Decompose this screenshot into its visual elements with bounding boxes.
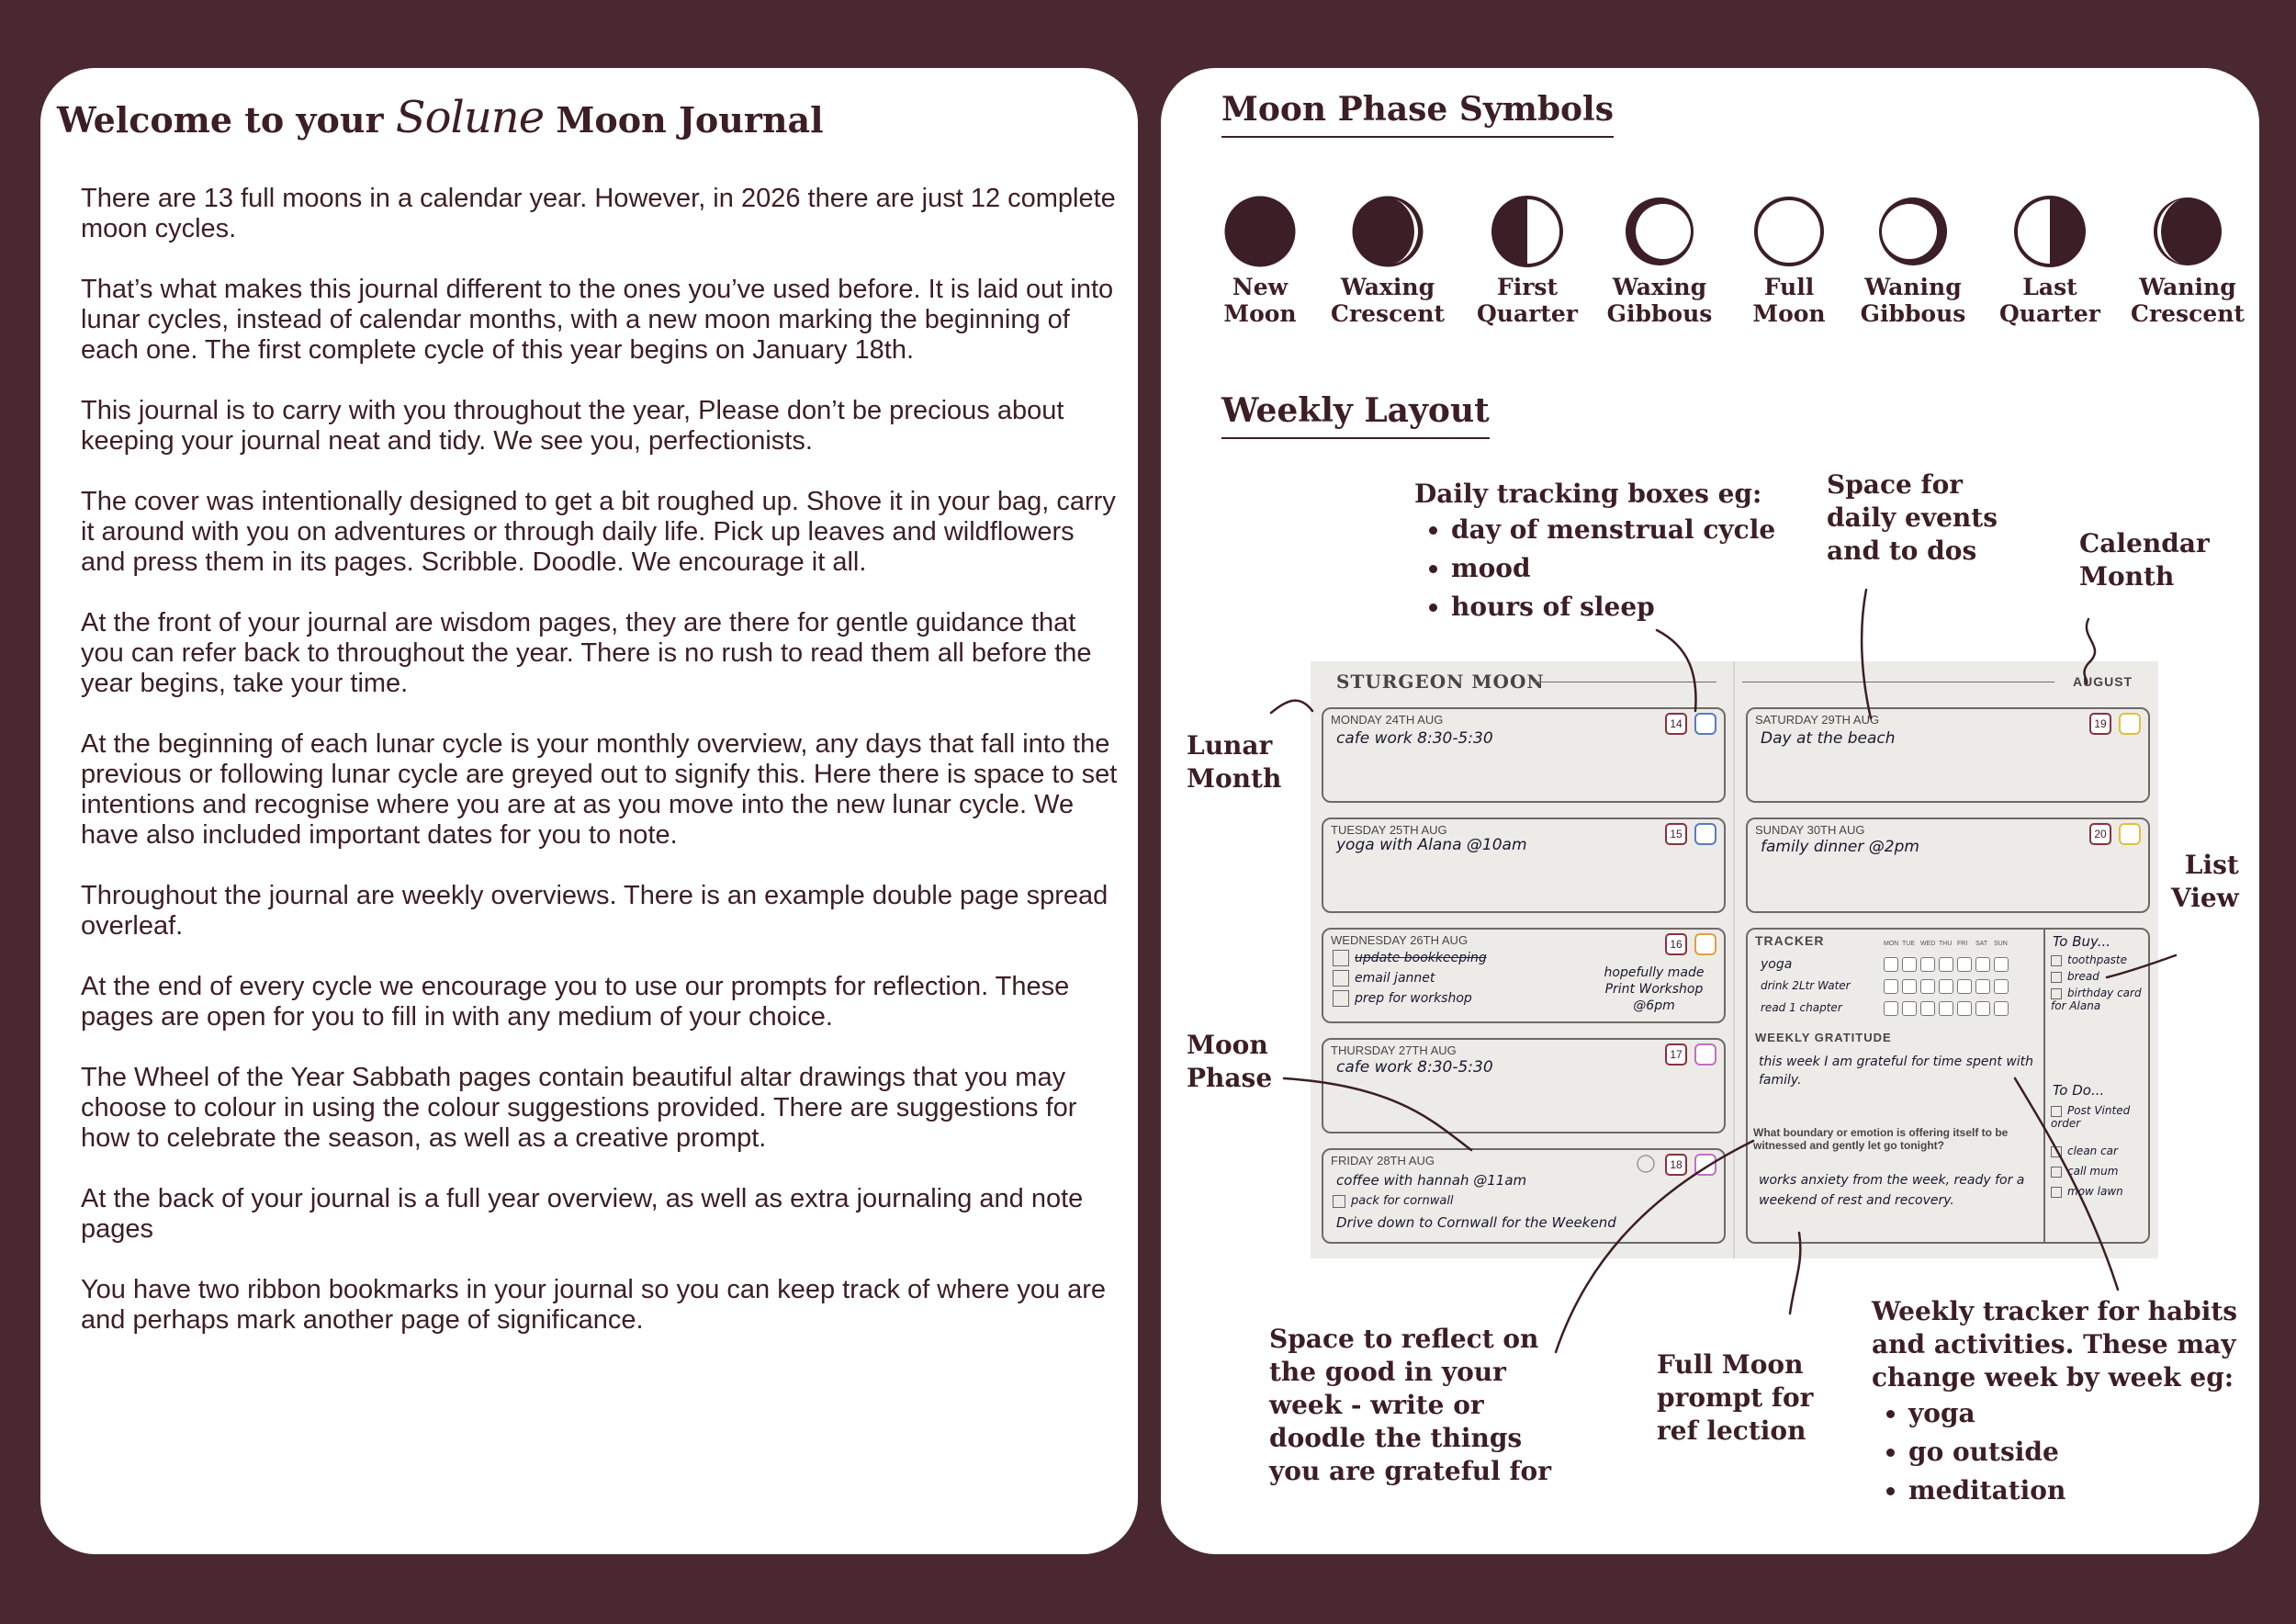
moon-first-quarter: First Quarter xyxy=(1458,195,1596,327)
intro-paragraph: Throughout the journal are weekly overviews. There is an example double page spread overleaf. xyxy=(81,881,1109,941)
spread-month: AUGUST xyxy=(2073,674,2133,689)
intro-page xyxy=(40,68,1138,1554)
arrow-daily-tracking xyxy=(1657,630,1696,711)
moon-phase-title: Moon Phase Symbols xyxy=(1221,90,1614,138)
day-box-sunday: SUNDAY 30TH AUG family dinner @2pm 20 xyxy=(1746,818,2150,913)
tracker-section: TRACKER yoga drink 2Ltr Water read 1 chapter MON TUE WED THU FRI SAT SUN WEEKLY GRATITUDE this week I am grateful for time spent with family. What boundary or emotion is offering itself to be witnessed and gently let go tonight? works anxiety from the week, ready for a weekend of rest and recovery. To Buy... toothpaste bread birthday card for Alana To Do... Post Vinted order clean car call mum mow lawn xyxy=(1746,928,2150,1244)
intro-paragraph: At the beginning of each lunar cycle is your monthly overview, any days that fall into the previous or following lunar cycle are greyed out to signify this. Here there is space to set intentions and recognise where you are at as you move into the new lunar cycle. We have also included important dates for you to note. xyxy=(81,729,1118,850)
day-box-monday: MONDAY 24TH AUG cafe work 8:30-5:30 14 xyxy=(1322,707,1726,803)
arrow-lunar-month xyxy=(1271,701,1312,713)
guide-page xyxy=(1161,68,2259,1554)
cycle-day-box: 15 xyxy=(1665,823,1687,845)
annotation-arrows xyxy=(1161,68,2259,1554)
tracker-day-label: MON xyxy=(1884,941,1899,947)
note-list-view: List View xyxy=(2171,850,2239,913)
note-lunar-month: Lunar Month xyxy=(1187,730,1282,794)
cycle-day-box: 20 xyxy=(2089,823,2111,845)
arrow-space-events xyxy=(1862,590,1871,718)
arrow-calendar-month xyxy=(2084,619,2095,683)
brand-name: Solune xyxy=(395,92,545,143)
moon-waxing-crescent: Waxing Crescent xyxy=(1319,195,1457,327)
intro-paragraph: At the front of your journal are wisdom pages, they are there for gentle guidance that you can refer back to throughout the year. There is no rush to read them all before the year begins, take your time. xyxy=(81,608,1092,698)
note-daily-tracking: Daily tracking boxes eg: • day of menstrual cycle • mood • hours of sleep xyxy=(1414,478,1775,626)
intro-paragraph: At the end of every cycle we encourage you to use our prompts for reflection. These pages are open for you to fill in with any medium of your choice. xyxy=(81,972,1070,1032)
day-box-tuesday: TUESDAY 25TH AUG yoga with Alana @10am 15 xyxy=(1322,818,1726,913)
cycle-day-box: 18 xyxy=(1665,1154,1687,1176)
tracker-day-label: FRI xyxy=(1957,941,1968,947)
note-full-moon: Full Moon prompt for ref lection xyxy=(1657,1349,1814,1446)
spread-lunar-month: STURGEON MOON xyxy=(1336,671,1545,693)
arrow-list-view xyxy=(2107,955,2176,977)
cycle-day-box: 19 xyxy=(2089,713,2111,735)
arrow-moon-phase xyxy=(1284,1078,1471,1150)
moon-full: Full Moon xyxy=(1720,195,1858,327)
moon-waning-crescent: Waning Crescent xyxy=(2119,195,2257,327)
note-reflect: Space to reflect on the good in your week - write or doodle the things you are grateful for xyxy=(1269,1324,1551,1486)
note-weekly-tracker: Weekly tracker for habits and activities. These may change week by week eg: • yoga • go outside • meditation xyxy=(1872,1295,2237,1510)
note-moon-phase: Moon Phase xyxy=(1187,1030,1273,1093)
intro-paragraph: The Wheel of the Year Sabbath pages contain beautiful altar drawings that you may choose to colour in using the colour suggestions provided. There are suggestions for how to celebrate the season, as well as a creative prompt. xyxy=(81,1063,1077,1153)
intro-text xyxy=(81,184,1119,1366)
page-title xyxy=(57,92,824,143)
arrow-reflect xyxy=(1556,1141,1753,1352)
intro-paragraph: There are 13 full moons in a calendar year. However, in 2026 there are just 12 complete moon cycles. xyxy=(81,184,1116,243)
tracker-day-label: SUN xyxy=(1994,941,2008,947)
moon-waning-gibbous: Waning Gibbous xyxy=(1844,195,1982,327)
cycle-day-box: 17 xyxy=(1665,1043,1687,1066)
intro-paragraph: At the back of your journal is a full year overview, as well as extra journaling and note pages xyxy=(81,1184,1084,1244)
day-box-saturday: SATURDAY 29TH AUG Day at the beach 19 xyxy=(1746,707,2150,803)
arrow-weekly-tracker xyxy=(2015,1078,2118,1290)
moon-last-quarter: Last Quarter xyxy=(1981,195,2119,327)
tracker-day-label: WED xyxy=(1920,941,1936,947)
note-calendar-month: Calendar Month xyxy=(2079,528,2210,592)
moon-waxing-gibbous: Waxing Gibbous xyxy=(1591,195,1728,327)
intro-paragraph: The cover was intentionally designed to get a bit roughed up. Shove it in your bag, carry it around with you on adventures or through daily life. Pick up leaves and wildflowers and press them in its pages. Scribble. Doodle. We encourage it all. xyxy=(81,487,1116,577)
tracker-day-label: THU xyxy=(1939,941,1953,947)
intro-paragraph: You have two ribbon bookmarks in your journal so you can keep track of where you are and perhaps mark another page of significance. xyxy=(81,1275,1107,1335)
intro-paragraph: That’s what makes this journal different to the ones you’ve used before. It is laid out into lunar cycles, instead of calendar months, with a new moon marking the beginning of each one. The first complete cycle of this year begins on January 18th. xyxy=(81,275,1114,365)
day-box-wednesday: WEDNESDAY 26TH AUG update bookkeeping email jannet prep for workshop hopefully made Print Workshop @6pm 16 xyxy=(1322,928,1726,1023)
arrow-full-moon xyxy=(1790,1233,1800,1314)
tracker-day-label: TUE xyxy=(1902,941,1915,947)
moon-new: New Moon xyxy=(1191,195,1329,327)
note-space-events: Space for daily events and to dos xyxy=(1827,469,1998,566)
cycle-day-box: 14 xyxy=(1665,713,1687,735)
day-box-thursday: THURSDAY 27TH AUG cafe work 8:30-5:30 17 xyxy=(1322,1038,1726,1133)
day-box-friday: FRIDAY 28TH AUG coffee with hannah @11am pack for cornwall Drive down to Cornwall for the Weekend 18 xyxy=(1322,1148,1726,1244)
intro-paragraph: This journal is to carry with you throughout the year, Please don’t be precious about keeping your journal neat and tidy. We see you, perfectionists. xyxy=(81,396,1064,456)
cycle-day-box: 16 xyxy=(1665,933,1687,955)
tracker-day-label: SAT xyxy=(1975,941,1988,947)
weekly-layout-title: Weekly Layout xyxy=(1221,391,1490,439)
title-suffix: Moon Journal xyxy=(556,99,824,141)
title-prefix: Welcome to your xyxy=(57,99,384,141)
